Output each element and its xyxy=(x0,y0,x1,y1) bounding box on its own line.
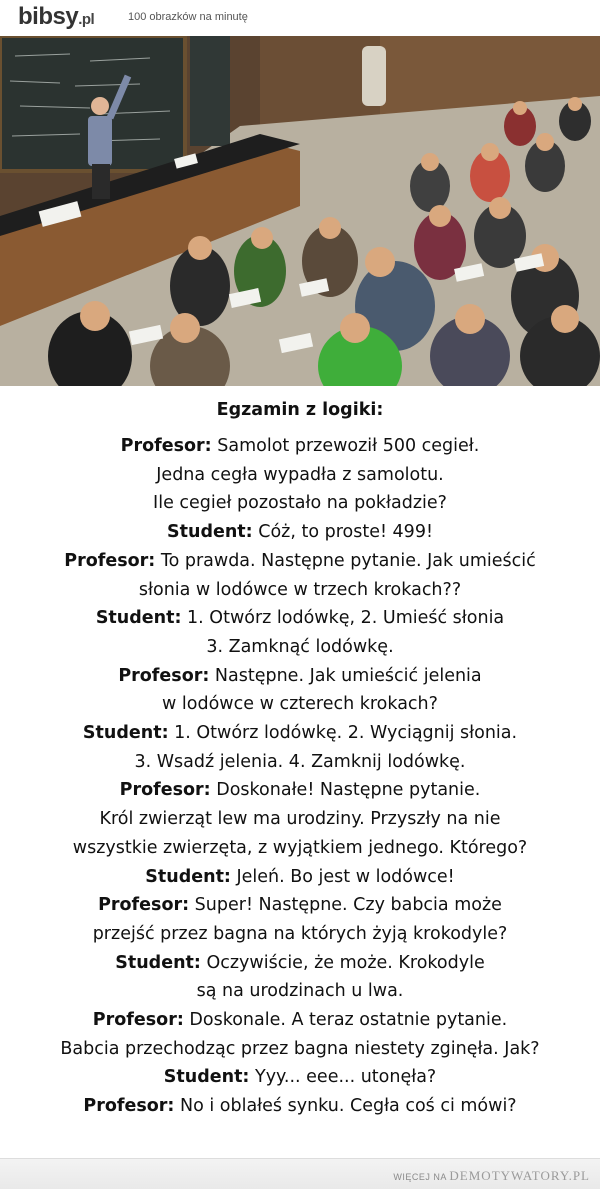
line-text: Jedna cegła wypadła z samolotu. xyxy=(156,464,444,485)
speaker-label: Profesor: xyxy=(64,550,156,571)
line-text: Ile cegieł pozostało na pokładzie? xyxy=(153,493,447,514)
line-text: Doskonale. A teraz ostatnie pytanie. xyxy=(183,1010,508,1031)
footer-link[interactable] xyxy=(393,1168,590,1184)
speaker-label: Student: xyxy=(163,1067,250,1088)
dialogue-line xyxy=(0,633,600,662)
dialogue-line xyxy=(0,518,600,547)
line-text: Super! Następne. Czy babcia może xyxy=(189,895,502,916)
speaker-label: Profesor: xyxy=(118,665,210,686)
line-text: Król zwierząt lew ma urodziny. Przyszły na nie xyxy=(99,809,501,830)
speaker-label: Profesor: xyxy=(92,1010,184,1031)
line-text: No i oblałeś synku. Cegła coś ci mówi? xyxy=(174,1096,517,1117)
line-text: Doskonałe! Następne pytanie. xyxy=(210,780,481,801)
line-text: w lodówce w czterech krokach? xyxy=(162,694,438,715)
site-tagline: 100 obrazków na minutę xyxy=(128,11,248,23)
line-text: są na urodzinach u lwa. xyxy=(196,981,404,1002)
dialogue-line xyxy=(0,863,600,892)
line-text: Następne. Jak umieścić jelenia xyxy=(209,665,482,686)
dialogue-line xyxy=(0,834,600,863)
dialogue-line xyxy=(0,776,600,805)
line-text: 1. Otwórz lodówkę, 2. Umieść słonia xyxy=(181,608,505,629)
site-header xyxy=(0,0,600,34)
line-text: 3. Zamknąć lodówkę. xyxy=(206,636,394,657)
speaker-label: Student: xyxy=(95,608,182,629)
line-text: Cóż, to proste! 499! xyxy=(252,522,433,543)
joke-text xyxy=(0,396,600,1121)
dialogue-line xyxy=(0,662,600,691)
dialogue-line xyxy=(0,1063,600,1092)
line-text: Yyy... eee... utonęła? xyxy=(249,1067,437,1088)
line-text: To prawda. Następne pytanie. Jak umieścić xyxy=(155,550,536,571)
dialogue-line xyxy=(0,1035,600,1064)
dialogue-line xyxy=(0,719,600,748)
speaker-label: Profesor: xyxy=(119,780,211,801)
line-text: Samolot przewoził 500 cegieł. xyxy=(211,436,480,456)
logo-tld: .pl xyxy=(78,11,95,28)
lecture-hall-illustration xyxy=(0,36,600,386)
dialogue-line xyxy=(0,1092,600,1121)
speaker-label: Student: xyxy=(82,723,169,744)
line-text: 1. Otwórz lodówkę. 2. Wyciągnij słonia. xyxy=(168,723,518,744)
line-text: Babcia przechodząc przez bagna niestety zginęła. Jak? xyxy=(60,1038,540,1059)
dialogue-line xyxy=(0,489,600,518)
speaker-label: Profesor: xyxy=(83,1096,175,1117)
site-logo[interactable] xyxy=(18,3,94,31)
dialogue-line xyxy=(0,977,600,1006)
speaker-label: Student: xyxy=(167,522,253,543)
dialogue-line xyxy=(0,576,600,605)
dialogue-lines xyxy=(0,432,600,1121)
speaker-label: Profesor: xyxy=(120,436,212,456)
dialogue-line xyxy=(0,748,600,777)
speaker-label: Student: xyxy=(115,952,201,973)
dialogue-line xyxy=(0,432,600,461)
dialogue-line xyxy=(0,805,600,834)
dialogue-line xyxy=(0,1006,600,1035)
footer-bar xyxy=(0,1158,600,1189)
dialogue-line xyxy=(0,891,600,920)
dialogue-line xyxy=(0,604,600,633)
line-text: słonia w lodówce w trzech krokach?? xyxy=(138,579,462,600)
speaker-label: Profesor: xyxy=(98,895,190,916)
dialogue-line xyxy=(0,690,600,719)
logo-main: bibsy xyxy=(18,3,79,30)
line-text: wszystkie zwierzęta, z wyjątkiem jednego. Którego? xyxy=(72,837,528,858)
dialogue-line xyxy=(0,547,600,576)
footer-prefix: WIĘCEJ NA xyxy=(393,1172,447,1182)
line-text: przejść przez bagna na których żyją krokodyle? xyxy=(92,923,508,944)
joke-title: Egzamin z logiki: xyxy=(216,400,384,420)
line-text: 3. Wsadź jelenia. 4. Zamknij lodówkę. xyxy=(134,751,466,772)
dialogue-line xyxy=(0,920,600,949)
dialogue-line xyxy=(0,461,600,490)
dialogue-line xyxy=(0,949,600,978)
line-text: Oczywiście, że może. Krokodyle xyxy=(200,952,485,973)
lecture-hall-photo xyxy=(0,36,600,386)
speaker-label: Student: xyxy=(145,866,231,887)
line-text: Jeleń. Bo jest w lodówce! xyxy=(230,866,455,887)
footer-brand: DEMOTYWATORY.PL xyxy=(449,1168,590,1183)
